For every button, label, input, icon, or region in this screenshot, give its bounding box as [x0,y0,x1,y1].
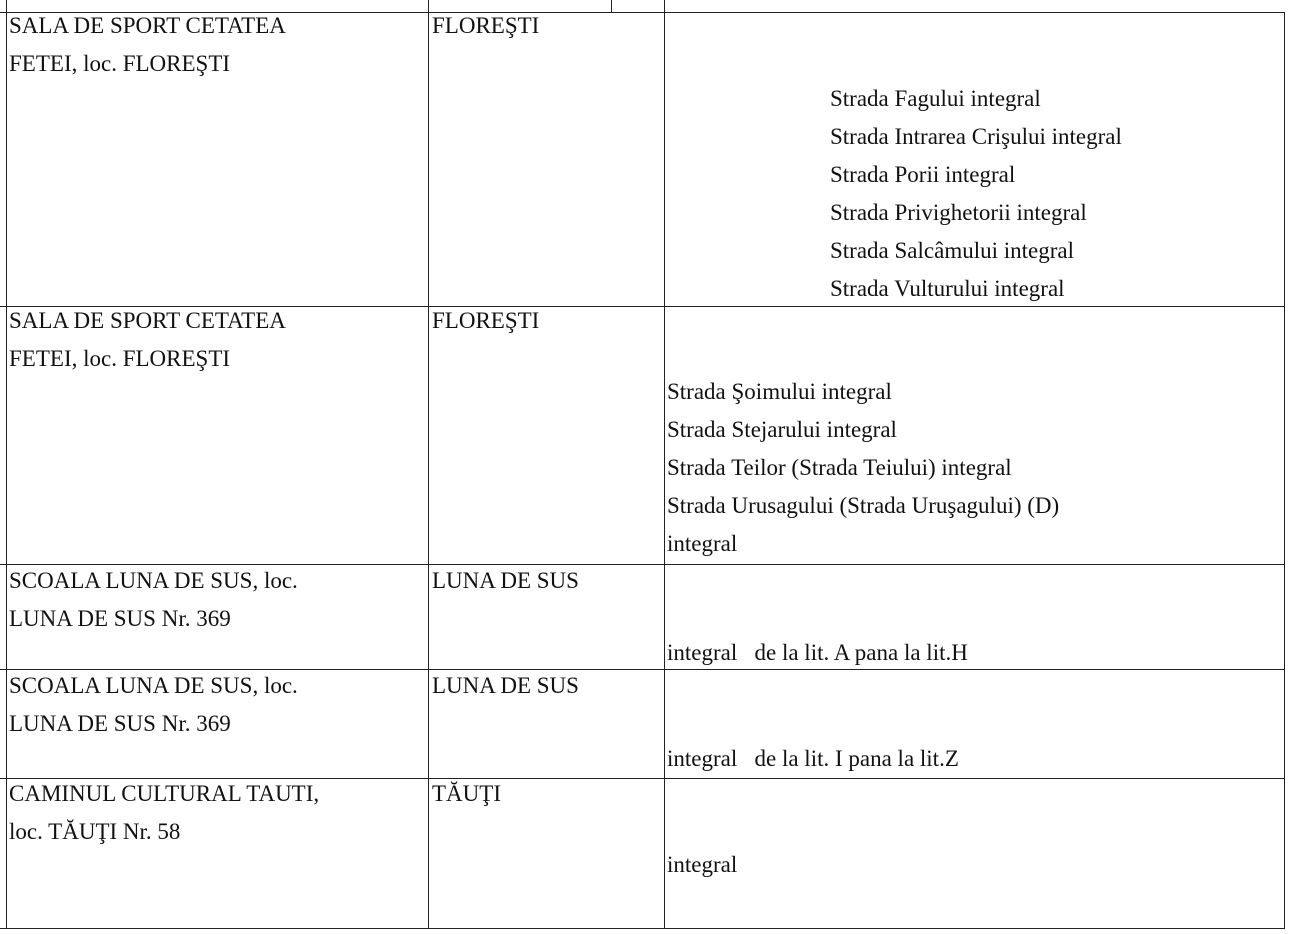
row-2-location-line-2: FETEI, loc. FLOREŞTI [9,346,231,371]
row-3-location-line-2: LUNA DE SUS Nr. 369 [9,606,231,631]
street-item: Strada Stejarului integral [667,417,897,442]
row-1-location [9,7,286,83]
row-2-location [9,302,286,378]
street-item: Strada Şoimului integral [667,379,892,404]
row-4-locality: LUNA DE SUS [432,673,579,698]
column-divider-2 [664,0,665,929]
row-5-location-line-1: CAMINUL CULTURAL TAUTI, [9,781,320,806]
street-item: integral [667,852,738,877]
row-5-streets [667,846,737,884]
street-item: Strada Privighetorii integral [830,200,1087,225]
header-fragment-divider [611,0,612,12]
street-item: integral de la lit. A pana la lit.H [667,640,968,665]
row-2-streets [667,373,1059,563]
table-left-border [6,0,7,929]
row-3-location-line-1: SCOALA LUNA DE SUS, loc. [9,568,298,593]
street-item: integral [667,531,738,556]
table-right-border [1284,12,1285,929]
row-4-streets [667,740,959,778]
table-bottom-border [0,928,1285,929]
column-divider-1 [428,0,429,929]
row-4-location [9,667,298,743]
street-item: Strada Salcâmului integral [830,238,1074,263]
row-3-location [9,562,298,638]
street-item: Strada Teilor (Strada Teiului) integral [667,455,1012,480]
row-1-locality: FLOREŞTI [432,13,540,38]
row-1-location-line-2: FETEI, loc. FLOREŞTI [9,51,231,76]
row-5-locality: TĂUŢI [432,781,501,806]
row-4-location-line-1: SCOALA LUNA DE SUS, loc. [9,673,298,698]
street-item: Strada Fagului integral [830,86,1041,111]
row-5-location-line-2: loc. TĂUŢI Nr. 58 [9,819,181,844]
row-1-streets [830,80,1122,308]
row-2-location-line-1: SALA DE SPORT CETATEA [9,308,286,333]
street-item: Strada Intrarea Crişului integral [830,124,1122,149]
street-item: Strada Porii integral [830,162,1016,187]
row-4-location-line-2: LUNA DE SUS Nr. 369 [9,711,231,736]
row-3-streets [667,634,968,672]
street-item: Strada Urusagului (Strada Uruşagului) (D) [667,493,1060,518]
row-1-location-line-1: SALA DE SPORT CETATEA [9,13,286,38]
row-2-locality: FLOREŞTI [432,308,540,333]
street-item: integral de la lit. I pana la lit.Z [667,746,959,771]
row-3-locality: LUNA DE SUS [432,568,579,593]
row-5-location [9,775,319,851]
street-item: Strada Vulturului integral [830,276,1065,301]
